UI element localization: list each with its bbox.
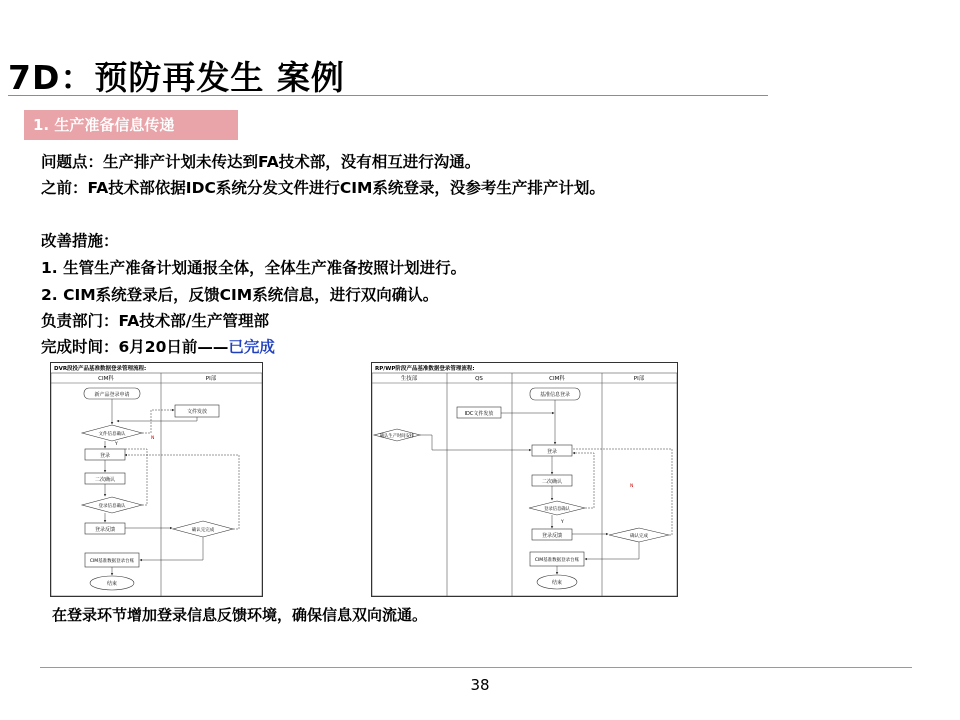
node-end: 结束 — [551, 580, 563, 586]
section-tag: 1. 生产准备信息传递 — [24, 110, 238, 140]
node-end: 结束 — [106, 581, 118, 587]
lane-sjb: 生技部 — [400, 376, 418, 382]
page-number: 38 — [470, 676, 490, 694]
improvement-caption: 在登录环节增加登录信息反馈环境，确保信息双向流通。 — [52, 606, 428, 624]
label-no: N — [630, 484, 634, 489]
footer-divider — [40, 667, 912, 668]
node-confirm-done: 确认完成 — [630, 534, 648, 539]
node-second-confirm: 二次确认 — [541, 479, 563, 485]
flow-right-title: RP/WP阶段产品基准数据登录管理流程: — [375, 366, 475, 372]
node-login: 登录 — [99, 453, 111, 459]
completion-time — [41, 335, 275, 357]
node-check-doc: 文件信息确认 — [98, 432, 126, 437]
label-yes: Y — [115, 442, 118, 447]
measure-2: 2. CIM系统登录后，反馈CIM系统信息，进行双向确认。 — [41, 286, 439, 304]
label-yes: Y — [561, 520, 564, 525]
lane-pi: PI部 — [205, 376, 217, 382]
node-cim-info: CIM基准数据登录台账 — [534, 558, 580, 563]
title-divider — [8, 95, 768, 96]
status-done: 已完成 — [228, 338, 275, 356]
lane-cim: CIM科 — [98, 376, 114, 382]
node-confirm-done: 确认完完成 — [191, 528, 215, 533]
node-cim-info: CIM基准数据登录台账 — [89, 559, 135, 564]
slide-title: 7D：预防再发生 案例 — [8, 58, 345, 97]
flowchart-rp-wp-svg — [372, 363, 677, 596]
flowchart-dvr — [50, 362, 263, 597]
lane-qs: QS — [475, 376, 483, 382]
measure-1: 1. 生管生产准备计划通报全体，全体生产准备按照计划进行。 — [41, 259, 467, 277]
node-feedback: 登录反馈 — [94, 527, 116, 533]
node-file: 文件发放 — [186, 409, 208, 415]
node-second-confirm: 二次确认 — [94, 477, 116, 483]
lane-cim: CIM科 — [549, 376, 565, 382]
measures-heading: 改善措施： — [41, 232, 119, 250]
label-no: N — [151, 436, 155, 441]
node-plan: 确认生产时间安排 — [379, 434, 415, 439]
node-start: 新产品登录申请 — [94, 392, 130, 398]
before-text: 之前：FA技术部依据IDC系统分发文件进行CIM系统登录，没参考生产排产计划。 — [41, 179, 605, 197]
node-start: 基准信息登录 — [539, 392, 571, 398]
responsible-dept: 负责部门：FA技术部/生产管理部 — [41, 312, 269, 330]
lane-pi: PI部 — [633, 376, 645, 382]
node-idc: IDC文件发放 — [464, 411, 494, 417]
deadline-prefix: 完成时间：6月20日前—— — [41, 338, 229, 356]
flowchart-dvr-svg — [51, 363, 262, 596]
node-login: 登录 — [546, 449, 558, 455]
node-check-login: 登录信息确认 — [544, 507, 570, 512]
flowchart-rp-wp — [371, 362, 678, 597]
problem-text: 问题点：生产排产计划未传达到FA技术部，没有相互进行沟通。 — [41, 153, 481, 171]
node-check-login: 登录信息确认 — [98, 504, 126, 509]
flow-left-title: DVR段投产品基准数据登录管理流程: — [54, 366, 147, 372]
node-feedback: 登录反馈 — [541, 533, 563, 539]
